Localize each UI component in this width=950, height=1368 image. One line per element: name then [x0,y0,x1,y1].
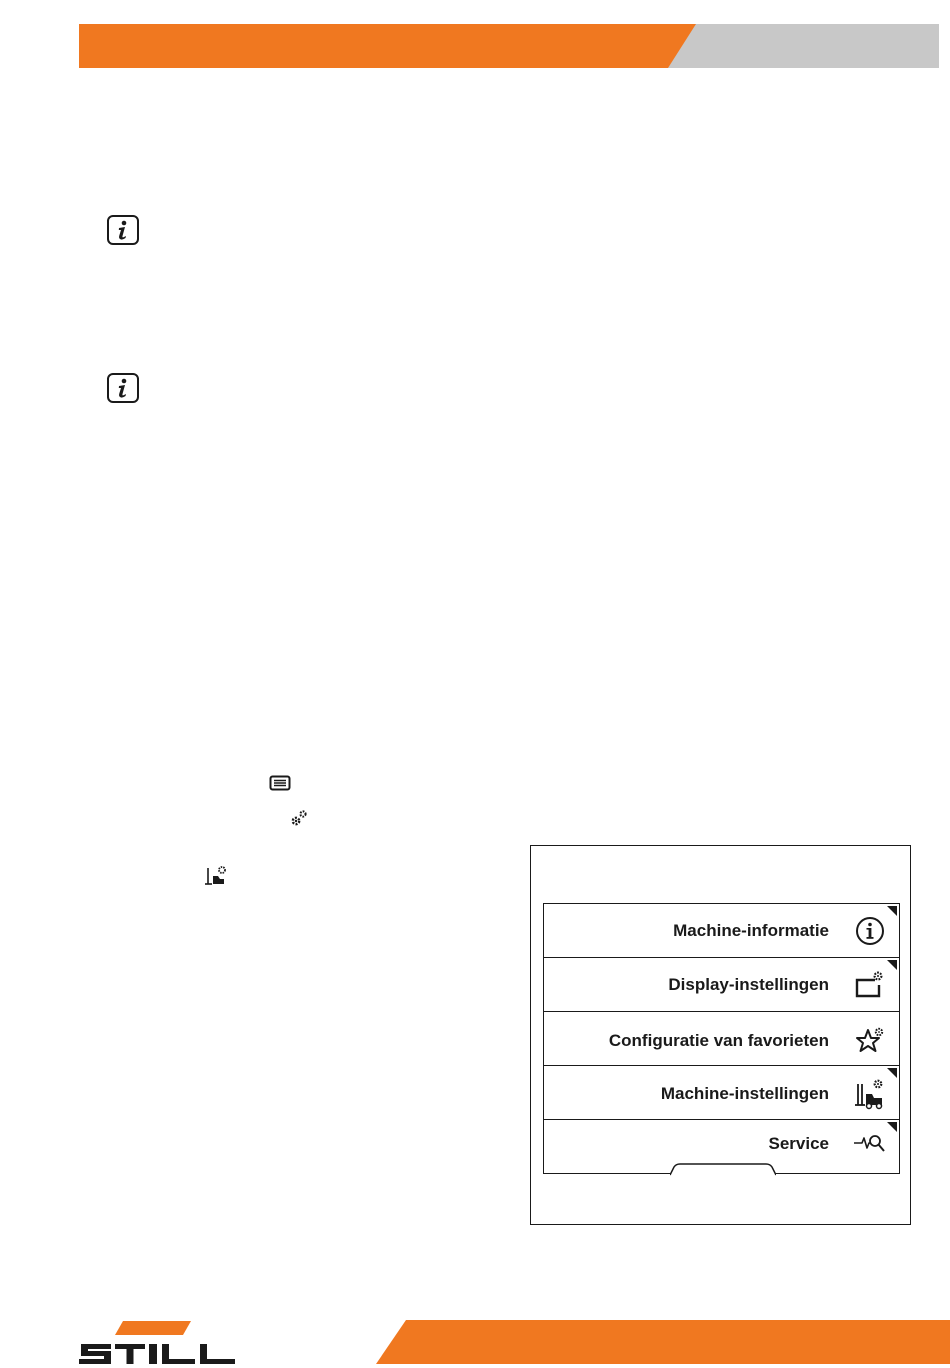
menu-item-machine-information[interactable] [544,904,899,958]
info-circle-icon [853,914,887,948]
settings-menu [543,903,900,1174]
machine-settings-icon [204,864,230,888]
forklift-settings-icon [853,1076,887,1110]
service-diagnostics-icon [853,1125,887,1159]
submenu-indicator-icon [887,1068,897,1078]
scroll-indicator[interactable] [670,1163,776,1177]
submenu-indicator-icon [887,1122,897,1132]
info-note-icon [107,373,139,403]
submenu-indicator-icon [887,960,897,970]
menu-item-machine-settings[interactable] [544,1066,899,1120]
menu-item-label: Machine-instellingen [660,1084,829,1103]
info-note-icon [107,215,139,245]
menu-list-icon [268,774,292,792]
submenu-indicator-icon [887,906,897,916]
header-grey-band [668,24,939,68]
menu-item-display-settings[interactable] [544,958,899,1012]
menu-item-label: Configuratie van favorieten [608,1031,829,1050]
menu-item-label: Machine-informatie [673,921,829,940]
menu-item-favorites-configuration[interactable] [544,1012,899,1066]
footer-orange-band [376,1320,950,1364]
display-settings-icon [853,968,887,1002]
menu-item-label: Service [768,1134,829,1153]
menu-item-label: Display-instellingen [668,975,829,994]
still-logo [79,1318,237,1366]
star-settings-icon [853,1024,887,1058]
settings-gears-icon [288,808,310,828]
